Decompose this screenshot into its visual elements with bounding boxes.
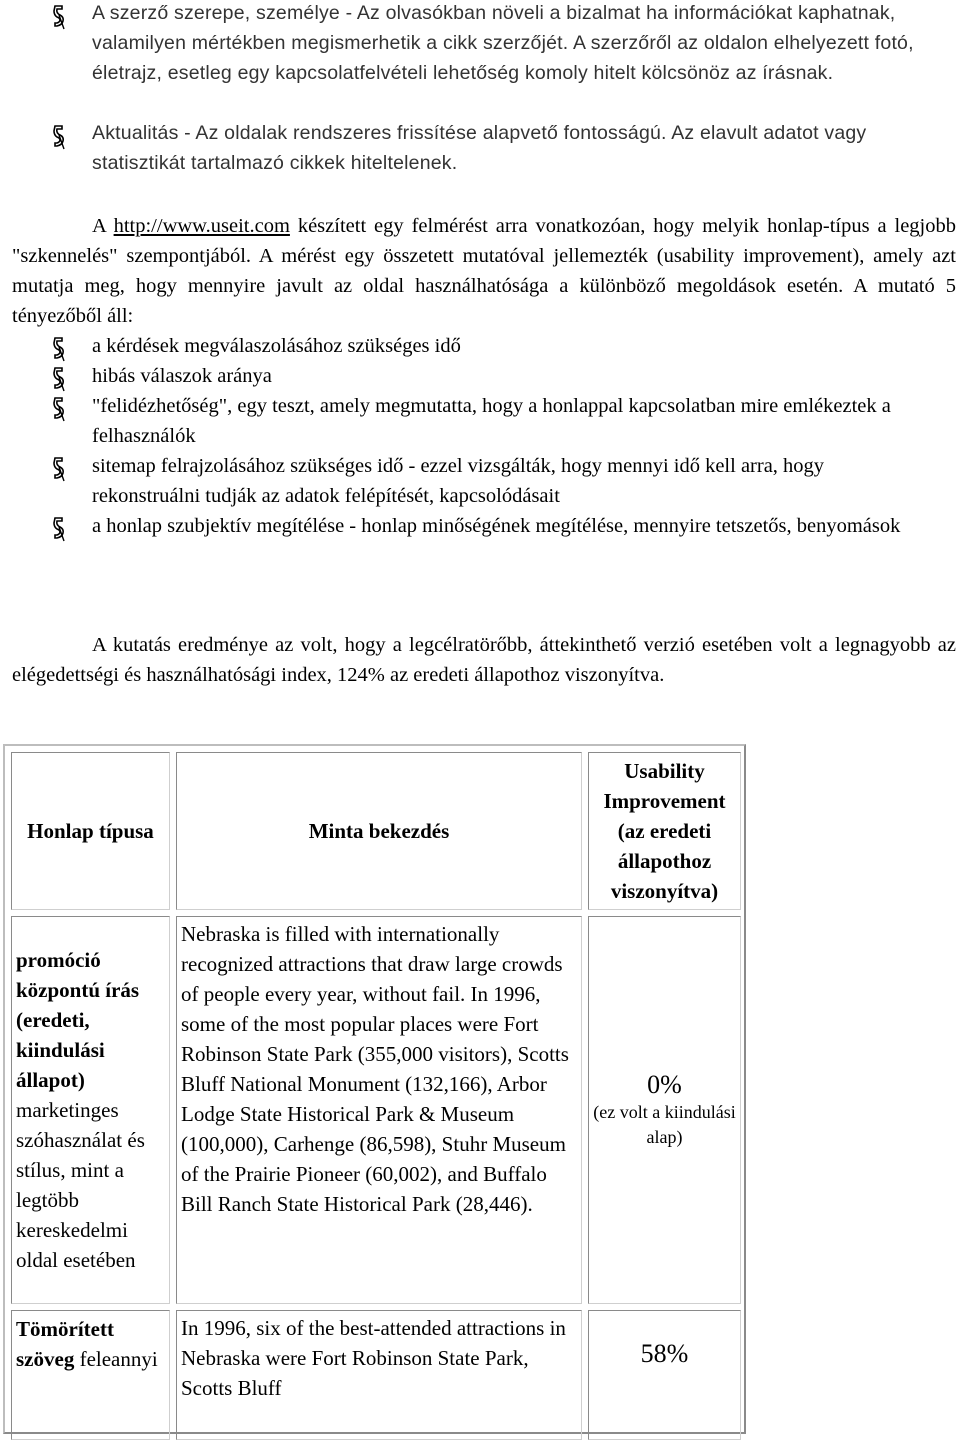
- paragraph: [12, 630, 956, 690]
- para-text: készített egy felmérést arra vonatkozóan, hogy melyik honlap-típus a legjobb "szkennelés" szempontjából. A mérést egy összetett mutatóval jellemezték (usability improvement), amely azt mutatja meg, hogy mennyire javult az oldal használhatósága a különböző megoldások esetén. A mutató 5 tényezőből áll:: [12, 215, 956, 327]
- bullet-icon: [52, 366, 66, 392]
- bullet-icon: [52, 516, 66, 542]
- table-row-sample: In 1996, six of the best-attended attractions in Nebraska were Fort Robinson State Park, Scotts Bluff: [176, 1310, 582, 1440]
- header-type: Honlap típusa: [11, 752, 170, 910]
- list-item: a honlap szubjektív megítélése - honlap minőségének megítélése, mennyire tetszetős, benyomások: [92, 515, 901, 537]
- bullet-icon: [52, 4, 66, 30]
- type-desc: feleannyi: [74, 1347, 158, 1371]
- list-item: "felidézhetőség", egy teszt, amely megmutatta, hogy a honlappal kapcsolatban mire emlékeztek a felhasználók: [92, 395, 891, 447]
- bullet-icon: [52, 124, 66, 150]
- type-bold: Tömörített szöveg: [16, 1317, 114, 1371]
- type-bold: promóció központú írás (eredeti, kiindulási állapot): [16, 948, 140, 1092]
- header-usability: Usability Improvement (az eredeti állapothoz viszonyítva): [588, 752, 741, 910]
- usability-value: 0%: [647, 1070, 682, 1099]
- list-item: Aktualitás - Az oldalak rendszeres frissítése alapvető fontosságú. Az elavult adatot vagy statisztikát tartalmazó cikkek hiteltelenek.: [92, 122, 867, 174]
- results-table: [3, 744, 746, 1434]
- usability-note: (ez volt a kiindulási alap): [593, 1102, 736, 1147]
- table-row-type: [11, 1310, 170, 1440]
- para-prefix: A: [92, 215, 114, 237]
- table-row-value: [588, 916, 741, 1304]
- list-item: A szerző szerepe, személye - Az olvasókban növeli a bizalmat ha információkat kaphatnak, valamilyen mértékben megismerhetik a cikk szerzőjét. A szerzőről az oldalon elhelyezett fotó, életrajz, esetleg egy kapcsolatfelvételi lehetőség komoly hitelt kölcsönöz az írásnak.: [92, 2, 914, 84]
- useit-link[interactable]: http://www.useit.com: [113, 215, 290, 237]
- result-text: A kutatás eredménye az volt, hogy a legcélratörőbb, áttekinthető verzió esetében volt a legnagyobb az elégedettségi és használhatósági index, 124% az eredeti állapothoz viszonyítva.: [12, 634, 956, 686]
- list-item: sitemap felrajzolásához szükséges idő - ezzel vizsgálták, hogy mennyi idő kell arra, hogy rekonstruálni tudják az adatok felépítését, kapcsolódásait: [92, 455, 825, 507]
- bullet-icon: [52, 456, 66, 482]
- table-row-sample: Nebraska is filled with internationally recognized attractions that draw large crowds of people every year, without fail. In 1996, some of the most popular places were Fort Robinson State Park (355,000 visitors), Scotts Bluff National Monument (132,166), Arbor Lodge State Historical Park & Museum (100,000), Carhenge (86,598), Stuhr Museum of the Prairie Pioneer (60,002), and Buffalo Bill Ranch State Historical Park (28,446).: [176, 916, 582, 1304]
- table-row-type: [11, 916, 170, 1304]
- table-row-value: [588, 1310, 741, 1440]
- usability-value: 58%: [640, 1339, 689, 1368]
- header-sample: Minta bekezdés: [176, 752, 582, 910]
- bullet-icon: [52, 396, 66, 422]
- list-item: hibás válaszok aránya: [92, 365, 272, 387]
- type-desc: marketinges szóhasználat és stílus, mint a legtöbb kereskedelmi oldal esetében: [16, 1098, 145, 1272]
- bullet-icon: [52, 336, 66, 362]
- list-item: a kérdések megválaszolásához szükséges idő: [92, 335, 461, 357]
- paragraph: [12, 211, 956, 331]
